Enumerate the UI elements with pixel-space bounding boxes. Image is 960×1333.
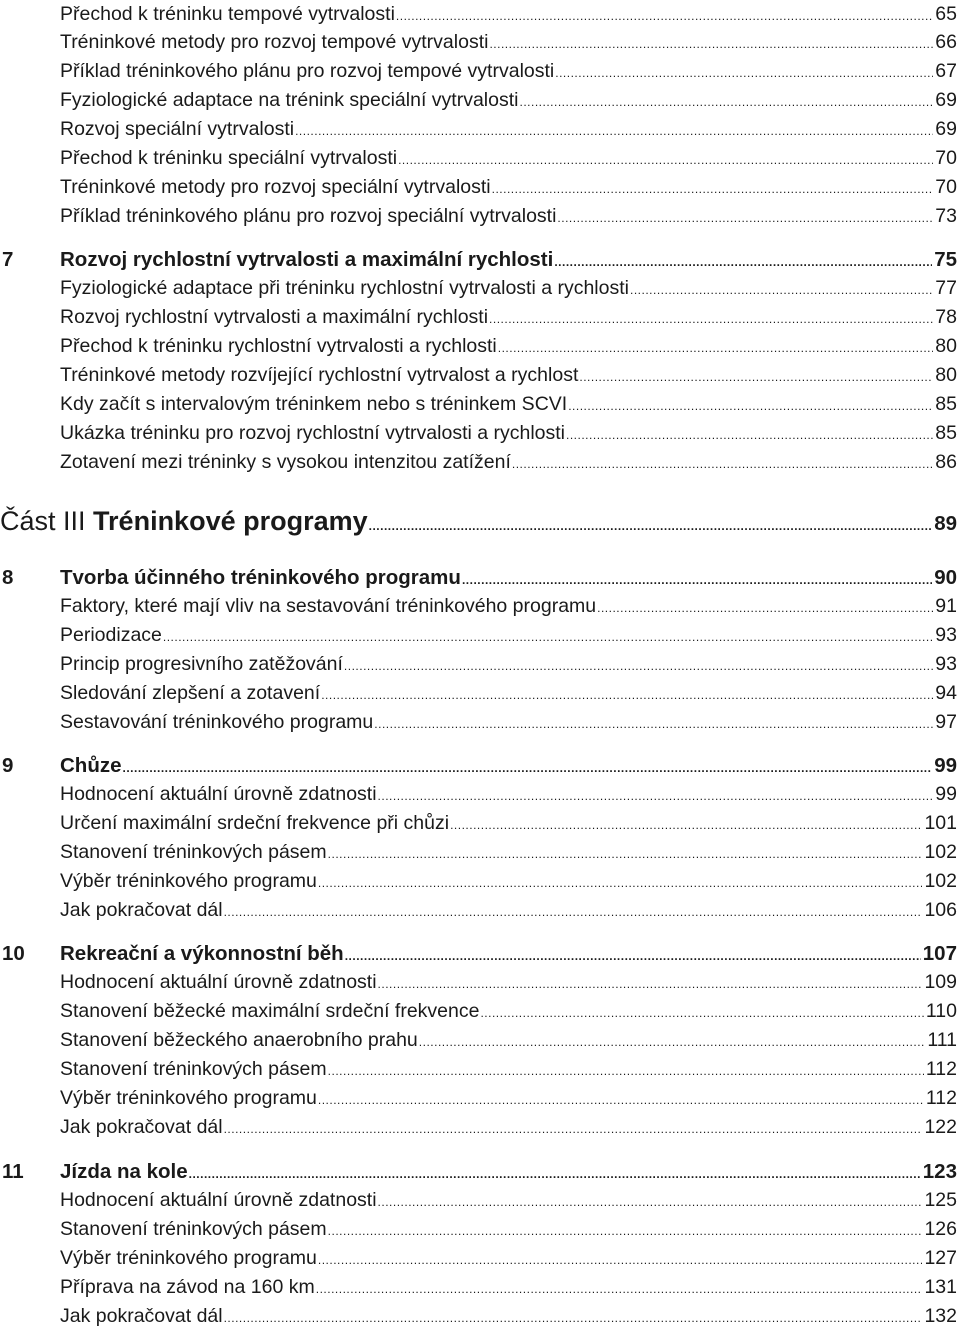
page-number: 78	[935, 306, 957, 328]
toc-line	[60, 419, 957, 450]
toc-line	[60, 1084, 957, 1115]
toc-line	[60, 1055, 957, 1086]
toc-line	[60, 1244, 957, 1275]
toc-entry-row	[0, 896, 960, 925]
dot-leader	[450, 811, 922, 840]
toc-line	[60, 1026, 957, 1057]
dot-leader	[568, 392, 933, 421]
page-number: 67	[935, 60, 957, 82]
toc-entry-row	[0, 1084, 960, 1113]
toc-entry-row	[0, 679, 960, 708]
toc-entry-row	[0, 1113, 960, 1142]
dot-leader	[489, 305, 933, 334]
toc-line	[60, 115, 957, 146]
section-title: Jak pokračovat dál	[60, 899, 223, 921]
section-title: Přechod k tréninku rychlostní vytrvalosti a rychlosti	[60, 335, 497, 357]
page-number: 94	[935, 682, 957, 704]
toc-line	[60, 202, 957, 233]
toc-entry-row	[0, 202, 960, 231]
dot-leader	[321, 681, 933, 710]
dot-leader	[630, 276, 933, 305]
dot-leader	[512, 450, 933, 479]
page-number: 93	[935, 624, 957, 646]
toc-entry-row	[0, 1055, 960, 1084]
page-number: 99	[935, 783, 957, 805]
page-number: 125	[924, 1189, 957, 1211]
section-title: Příklad tréninkového plánu pro rozvoj speciální vytrvalosti	[60, 205, 557, 227]
toc-line	[60, 28, 957, 59]
page-number: 90	[934, 566, 957, 589]
toc-entry-row	[0, 968, 960, 997]
dot-leader	[492, 175, 934, 204]
page-number: 80	[935, 364, 957, 386]
toc-entry-row	[0, 115, 960, 144]
dot-leader	[295, 117, 933, 146]
toc-entry-row	[0, 1302, 960, 1331]
toc-line	[60, 390, 957, 421]
dot-leader	[369, 508, 933, 544]
toc-entry-row	[0, 144, 960, 173]
page-number: 101	[924, 812, 957, 834]
toc-entry-row	[0, 28, 960, 57]
toc-line	[60, 939, 957, 971]
toc-line	[60, 896, 957, 927]
toc-line	[60, 332, 957, 363]
dot-leader	[344, 652, 933, 681]
chapter-number: 11	[2, 1160, 24, 1183]
toc-entry-row	[0, 809, 960, 838]
toc-entry-row	[0, 86, 960, 115]
page-number: 70	[935, 176, 957, 198]
chapter-number: 7	[2, 248, 14, 271]
toc-line	[60, 867, 957, 898]
dot-leader	[345, 942, 921, 971]
section-title: Princip progresivního zatěžování	[60, 653, 343, 675]
dot-leader	[396, 2, 933, 31]
page-number: 69	[935, 118, 957, 140]
page-number: 73	[935, 205, 957, 227]
toc-entry-row	[0, 1026, 960, 1055]
toc-entry-row	[0, 867, 960, 896]
toc-line	[60, 650, 957, 681]
toc-line	[60, 57, 957, 88]
page-number: 106	[924, 899, 957, 921]
toc-entry-row	[0, 390, 960, 419]
page-number: 110	[925, 1000, 957, 1022]
toc-entry-row	[0, 780, 960, 809]
toc-entry-row	[0, 57, 960, 86]
toc-chapter-row	[0, 751, 960, 780]
page-number: 65	[935, 3, 957, 25]
toc-line	[60, 1302, 957, 1333]
section-title: Stanovení tréninkových pásem	[60, 841, 327, 863]
page-number: 99	[934, 754, 957, 777]
dot-leader	[378, 970, 923, 999]
page-number: 112	[925, 1087, 957, 1109]
toc-entry-row	[0, 303, 960, 332]
section-title: Sestavování tréninkového programu	[60, 711, 374, 733]
page-number: 102	[924, 841, 957, 863]
toc-line	[60, 448, 957, 479]
section-title: Rozvoj rychlostní vytrvalosti a maximální rychlosti	[60, 306, 489, 328]
dot-leader	[398, 146, 933, 175]
toc-line	[60, 361, 957, 392]
page-number: 85	[935, 422, 957, 444]
section-title: Výběr tréninkového programu	[60, 1247, 317, 1269]
toc-line	[60, 708, 957, 739]
dot-leader	[555, 59, 933, 88]
page-number: 109	[924, 971, 957, 993]
section-title: Stanovení tréninkových pásem	[60, 1218, 327, 1240]
toc-line	[60, 997, 957, 1028]
section-title: Stanovení tréninkových pásem	[60, 1058, 327, 1080]
toc-line	[60, 0, 957, 31]
page-number: 107	[922, 942, 957, 965]
page-number: 126	[924, 1218, 957, 1240]
dot-leader	[519, 88, 933, 117]
section-title: Příprava na závod na 160 km	[60, 1276, 315, 1298]
toc-line	[60, 592, 957, 623]
toc-chapter-row	[0, 939, 960, 968]
part-name: Tréninkové programy	[93, 506, 368, 536]
toc-line	[60, 86, 957, 117]
section-title: Určení maximální srdeční frekvence při chůzi	[60, 812, 450, 834]
toc-line	[60, 621, 957, 652]
toc-entry-row	[0, 274, 960, 303]
page-number: 127	[924, 1247, 957, 1269]
page-number: 89	[934, 512, 957, 535]
page-number: 91	[935, 595, 957, 617]
toc-entry-row	[0, 1215, 960, 1244]
dot-leader	[557, 204, 933, 233]
dot-leader	[123, 754, 933, 783]
toc-line	[60, 780, 957, 811]
dot-leader	[316, 1275, 923, 1304]
page-number: 77	[935, 277, 957, 299]
page-number: 70	[935, 147, 957, 169]
toc-entry-row	[0, 1273, 960, 1302]
dot-leader	[328, 1057, 924, 1086]
chapter-title: Rozvoj rychlostní vytrvalosti a maximální rychlosti	[60, 248, 554, 271]
section-title: Stanovení běžecké maximální srdeční frekvence	[60, 1000, 480, 1022]
page-number: 102	[924, 870, 957, 892]
dot-leader	[328, 1217, 923, 1246]
page-number: 123	[922, 1160, 957, 1183]
toc-entry-row	[0, 332, 960, 361]
dot-leader	[566, 421, 933, 450]
dot-leader	[480, 999, 923, 1028]
section-title: Příklad tréninkového plánu pro rozvoj tempové vytrvalosti	[60, 60, 555, 82]
dot-leader	[374, 710, 933, 739]
toc-entry-row	[0, 997, 960, 1026]
chapter-number: 9	[2, 754, 14, 777]
toc-line	[60, 838, 957, 869]
section-title: Fyziologické adaptace na trénink speciální vytrvalosti	[60, 89, 519, 111]
page-number: 80	[935, 335, 957, 357]
toc-chapter-row	[0, 1157, 960, 1186]
section-title: Výběr tréninkového programu	[60, 1087, 317, 1109]
section-title: Ukázka tréninku pro rozvoj rychlostní vytrvalosti a rychlosti	[60, 422, 566, 444]
page-number: 69	[935, 89, 957, 111]
toc-entry-row	[0, 1186, 960, 1215]
page-number: 85	[935, 393, 957, 415]
toc-line	[60, 1186, 957, 1217]
section-title: Kdy začít s intervalovým tréninkem nebo s tréninkem SCVI	[60, 393, 568, 415]
section-title: Tréninkové metody rozvíjející rychlostní vytrvalost a rychlost	[60, 364, 579, 386]
section-title: Výběr tréninkového programu	[60, 870, 317, 892]
part-label: Část III	[0, 506, 86, 536]
toc-entry-row	[0, 621, 960, 650]
toc-entry-row	[0, 1244, 960, 1273]
toc-line	[60, 1113, 957, 1144]
toc-line	[60, 1215, 957, 1246]
toc-entry-row	[0, 448, 960, 477]
section-title: Fyziologické adaptace při tréninku rychlostní vytrvalosti a rychlosti	[60, 277, 629, 299]
dot-leader	[554, 248, 932, 277]
section-title: Faktory, které mají vliv na sestavování tréninkového programu	[60, 595, 597, 617]
toc-entry-row	[0, 0, 960, 29]
page-number: 97	[935, 711, 957, 733]
dot-leader	[224, 898, 923, 927]
toc-entry-row	[0, 838, 960, 867]
toc-entry-row	[0, 361, 960, 390]
toc-part-row	[0, 503, 960, 539]
page-number: 131	[924, 1276, 957, 1298]
dot-leader	[489, 30, 933, 59]
section-title: Stanovení běžeckého anaerobního prahu	[60, 1029, 418, 1051]
section-title: Hodnocení aktuální úrovně zdatnosti	[60, 783, 377, 805]
section-title: Jak pokračovat dál	[60, 1116, 223, 1138]
section-title: Přechod k tréninku speciální vytrvalosti	[60, 147, 398, 169]
toc-line	[60, 679, 957, 710]
chapter-number: 8	[2, 566, 14, 589]
toc-line	[60, 144, 957, 175]
dot-leader	[318, 869, 923, 898]
dot-leader	[189, 1160, 921, 1189]
chapter-title: Tvorba účinného tréninkového programu	[60, 566, 461, 589]
toc-entry-row	[0, 592, 960, 621]
toc-line	[60, 303, 957, 334]
section-title: Periodizace	[60, 624, 162, 646]
dot-leader	[462, 566, 932, 595]
dot-leader	[597, 594, 933, 623]
dot-leader	[378, 1188, 923, 1217]
toc-line	[60, 245, 957, 277]
section-title: Hodnocení aktuální úrovně zdatnosti	[60, 1189, 377, 1211]
section-title: Hodnocení aktuální úrovně zdatnosti	[60, 971, 377, 993]
dot-leader	[378, 782, 934, 811]
dot-leader	[224, 1304, 923, 1333]
dot-leader	[328, 840, 923, 869]
toc-line	[60, 274, 957, 305]
toc-entry-row	[0, 650, 960, 679]
section-title: Jak pokračovat dál	[60, 1305, 223, 1327]
page-number: 93	[935, 653, 957, 675]
toc-line	[0, 503, 957, 544]
dot-leader	[318, 1246, 923, 1275]
toc-entry-row	[0, 173, 960, 202]
chapter-number: 10	[2, 942, 25, 965]
toc-line	[60, 968, 957, 999]
page-number: 66	[935, 31, 957, 53]
dot-leader	[318, 1086, 924, 1115]
section-title: Sledování zlepšení a zotavení	[60, 682, 321, 704]
page-number: 122	[924, 1116, 957, 1138]
dot-leader	[498, 334, 934, 363]
page-number: 132	[924, 1305, 957, 1327]
section-title: Tréninkové metody pro rozvoj speciální vytrvalosti	[60, 176, 491, 198]
toc-chapter-row	[0, 563, 960, 592]
toc-chapter-row	[0, 245, 960, 274]
page-number: 112	[925, 1058, 957, 1080]
page-number: 86	[935, 451, 957, 473]
page-number: 75	[934, 248, 957, 271]
toc-line	[60, 1273, 957, 1304]
page-number: 111	[927, 1029, 957, 1051]
toc-line	[60, 1157, 957, 1189]
toc-line	[60, 809, 957, 840]
section-title: Přechod k tréninku tempové vytrvalosti	[60, 3, 395, 25]
dot-leader	[163, 623, 933, 652]
section-title: Tréninkové metody pro rozvoj tempové vytrvalosti	[60, 31, 489, 53]
section-title: Zotavení mezi tréninky s vysokou intenzitou zatížení	[60, 451, 511, 473]
dot-leader	[419, 1028, 926, 1057]
toc-line	[60, 173, 957, 204]
chapter-title: Rekreační a výkonnostní běh	[60, 942, 344, 965]
chapter-title: Jízda na kole	[60, 1160, 188, 1183]
dot-leader	[224, 1115, 923, 1144]
toc-line	[60, 751, 957, 783]
toc-entry-row	[0, 708, 960, 737]
toc-entry-row	[0, 419, 960, 448]
chapter-title: Chůze	[60, 754, 122, 777]
dot-leader	[579, 363, 933, 392]
part-title	[0, 503, 368, 539]
toc-line	[60, 563, 957, 595]
section-title: Rozvoj speciální vytrvalosti	[60, 118, 295, 140]
